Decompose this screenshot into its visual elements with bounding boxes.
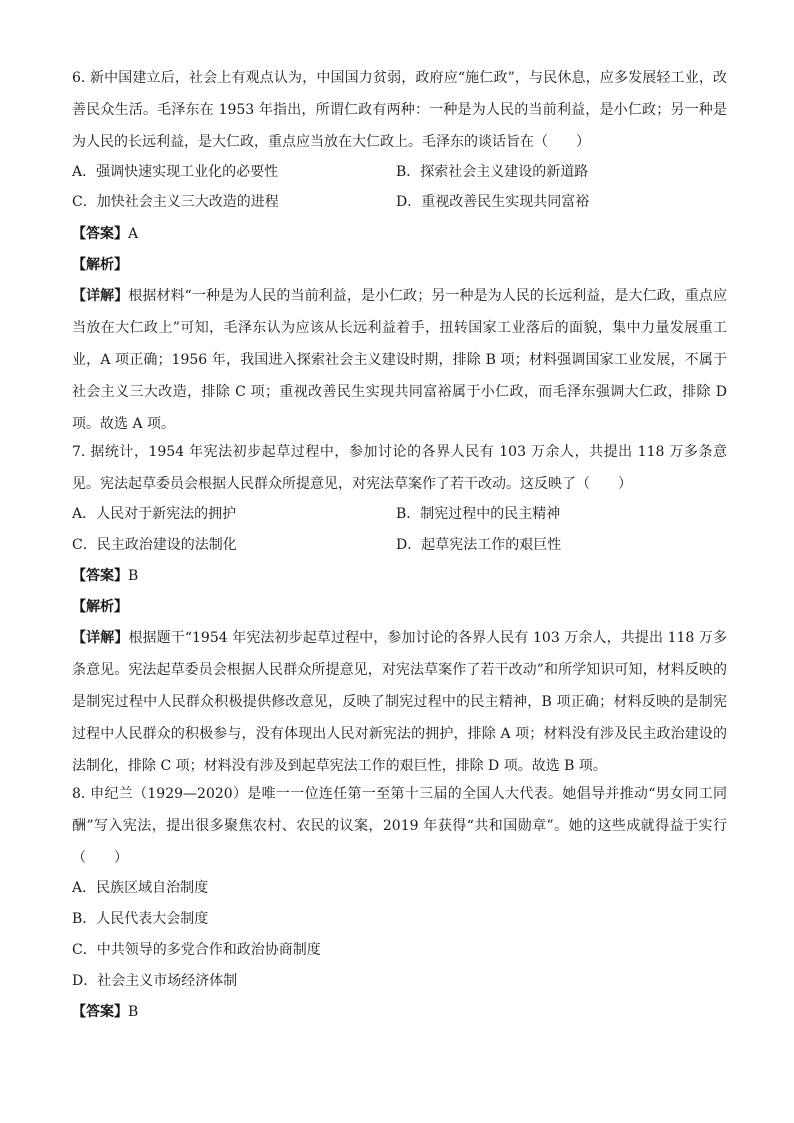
q7-option-a: A．人民对于新宪法的拥护	[72, 506, 237, 522]
q7-analysis-label: 【解析】	[72, 599, 128, 615]
q6-detail-text: 根据材料“一种是为人民的当前利益，是小仁政；另一种是为人民的长远利益，是大仁政，重点应当放在大仁政上”可知，毛泽东认为应该从长远利益着手，扭转国家工业落后的面貌，集中力量发展重工业，A 项正确；1956 年，我国进入探索社会主义建设时期，排除 B 项；材料强调国家工业发展，不属于社会主义三大改造，排除 C 项；重视改善民生实现共同富裕属于小仁政，而毛泽东强调大仁政，排除 D 项。故选 A 项。	[72, 288, 728, 432]
question-7-options	[72, 498, 722, 562]
q6-answer-label: 【答案】	[72, 226, 128, 242]
q6-answer-value: A	[128, 226, 139, 242]
q8-option-a: A．民族区域自治制度	[72, 880, 209, 896]
question-6-text: 6. 新中国建立后，社会上有观点认为，中国国力贫弱，政府应“施仁政”，与民休息，应多发展轻工业，改善民众生活。毛泽东在 1953 年指出，所谓仁政有两种：一种是为人民的当前利益，是小仁政；另一种是为人民的长远利益，是大仁政，重点应当放在大仁政上。毛泽东的谈话旨在（ ）	[72, 70, 727, 150]
q8-answer	[72, 996, 138, 1028]
q6-detail-label: 【详解】	[72, 288, 129, 304]
q7-answer-value: B	[128, 568, 139, 584]
q7-option-c: C．民主政治建设的法制化	[72, 537, 237, 553]
q7-detail-text: 根据题干“1954 年宪法初步起草过程中，参加讨论的各界人民有 103 万余人，共提出 118 万多条意见。宪法起草委员会根据人民群众所提意见，对宪法草案作了若干改动”和所学知识可知，材料反映的是制宪过程中人民群众积极提供修改意见，反映了制宪过程中的民主精神，B 项正确；材料反映的是制宪过程中人民群众的积极参与，没有体现出人民对新宪法的拥护，排除 A 项；材料没有涉及民主政治建设的法制化，排除 C 项；材料没有涉及到起草宪法工作的艰巨性，排除 D 项。故选 B 项。	[72, 630, 728, 774]
q6-option-c: C．加快社会主义三大改造的进程	[72, 194, 279, 210]
q8-answer-value: B	[128, 1004, 139, 1020]
q8-option-d: D．社会主义市场经济体制	[72, 973, 238, 989]
question-6-options	[72, 156, 722, 220]
q6-option-a: A．强调快速实现工业化的必要性	[72, 164, 279, 180]
question-8-text: 8. 申纪兰（1929—2020）是唯一一位连任第一至第十三届的全国人大代表。她倡导并推动“男女同工同酬”写入宪法，提出很多聚焦农村、农民的议案，2019 年获得“共和国勋章”。她的这些成就得益于实行（ ）	[72, 786, 727, 866]
q7-detail	[72, 622, 727, 782]
q6-answer	[72, 218, 138, 250]
q6-analysis-label: 【解析】	[72, 257, 128, 273]
q8-option-c: C．中共领导的多党合作和政治协商制度	[72, 942, 321, 958]
q7-answer	[72, 560, 138, 592]
q7-option-d: D．起草宪法工作的艰巨性	[396, 537, 562, 553]
question-7-text: 7. 据统计，1954 年宪法初步起草过程中，参加讨论的各界人民有 103 万余人，共提出 118 万多条意见。宪法起草委员会根据人民群众所提意见，对宪法草案作了若干改动。这反映了（ ）	[72, 444, 727, 492]
q7-answer-label: 【答案】	[72, 568, 128, 584]
q8-option-b: B．人民代表大会制度	[72, 911, 209, 927]
question-7-stem	[72, 436, 727, 500]
q7-detail-label: 【详解】	[72, 630, 129, 646]
q6-detail	[72, 280, 727, 440]
question-6-stem	[72, 62, 727, 158]
question-8-stem	[72, 778, 727, 874]
q8-answer-label: 【答案】	[72, 1004, 128, 1020]
q7-option-b: B．制宪过程中的民主精神	[396, 506, 561, 522]
q6-option-b: B．探索社会主义建设的新道路	[396, 164, 589, 180]
q6-option-d: D．重视改善民生实现共同富裕	[396, 194, 590, 210]
